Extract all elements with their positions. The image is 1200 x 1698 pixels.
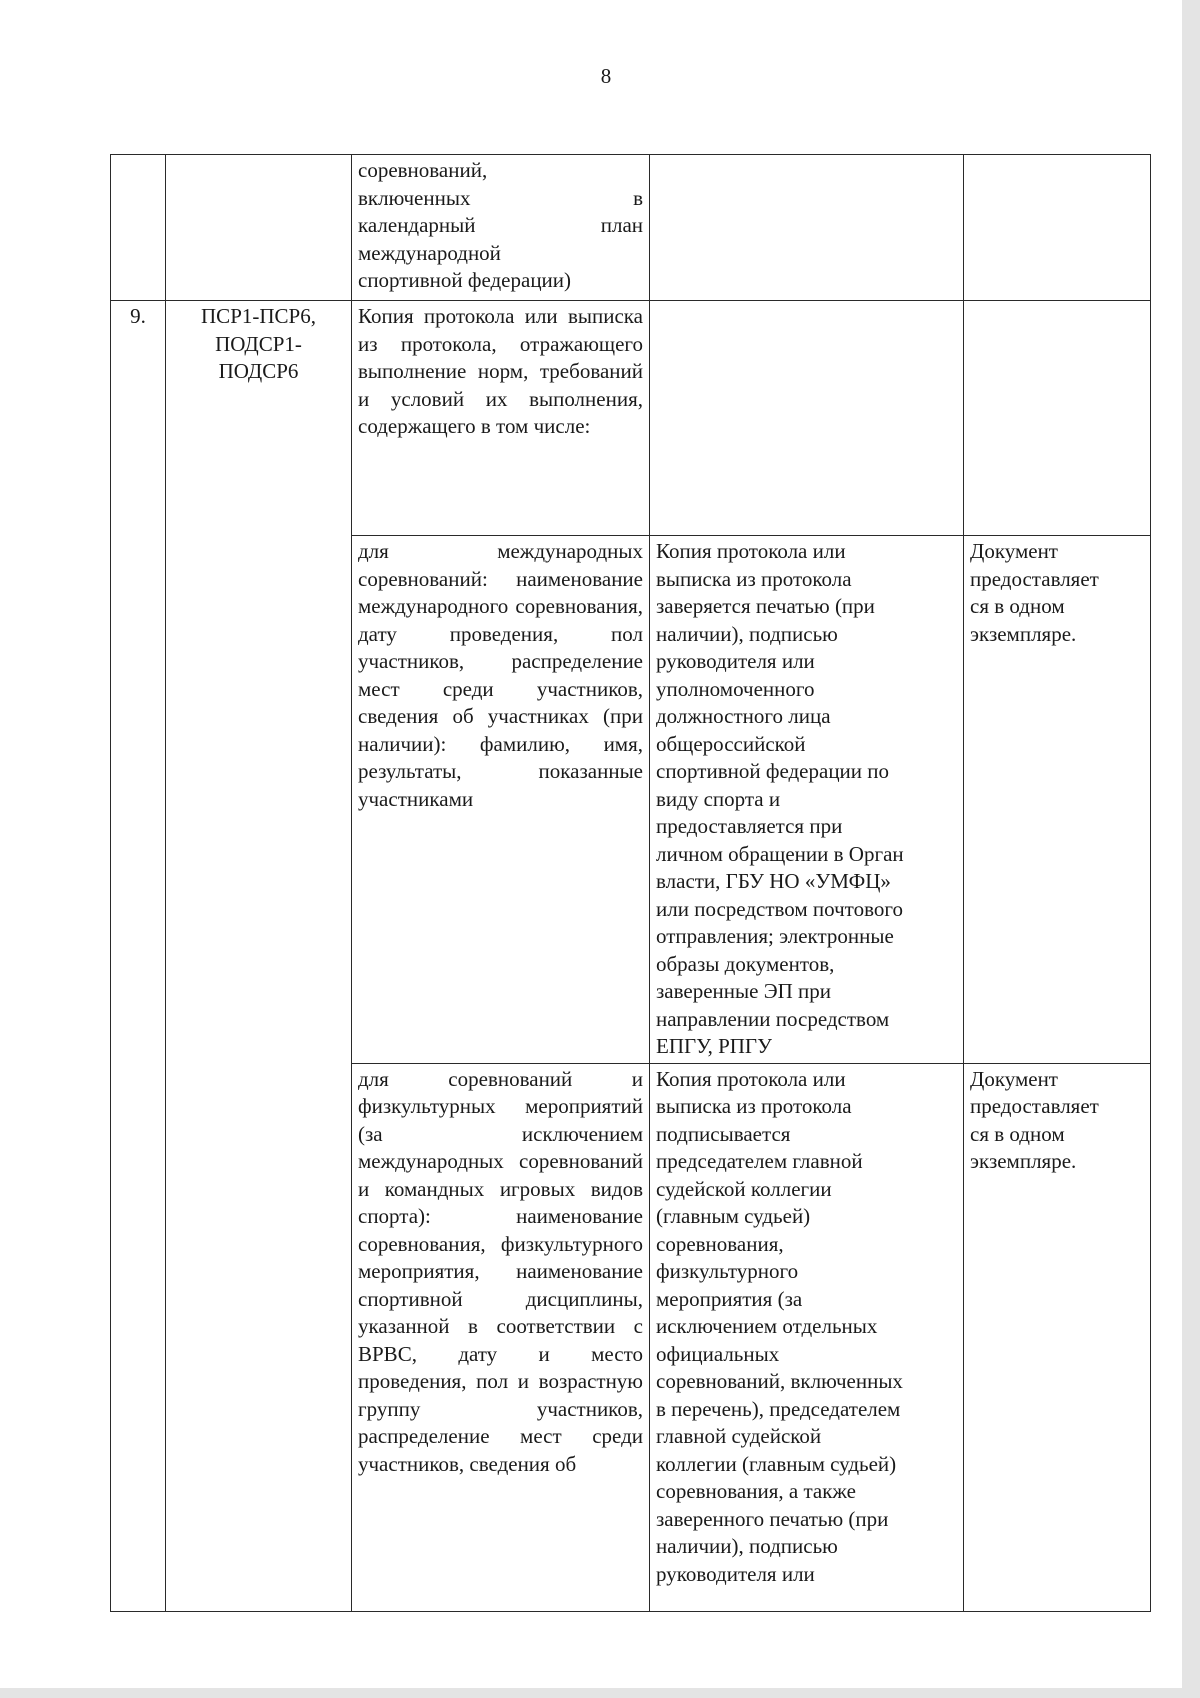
cell-continued-text: соревнований, включенных в календарный план международной спортивной федерации) xyxy=(352,155,650,301)
table-row-9 xyxy=(111,301,1151,536)
form-codes: ПСР1-ПСР6, ПОДСР1- ПОДСР6 xyxy=(166,301,352,1612)
international-certification: Копия протокола или выписка из протокола заверяется печатью (при наличии), подписью руководителя или уполномоченного должностного лица общероссийской спортивной федерации по виду спорта и предоставляется при личном обращении в Орган власти, ГБУ НО «УМФЦ» или посредством почтового отправления; электронные образы документов, заверенные ЭП при направлении посредством ЕПГУ, РПГУ xyxy=(650,536,964,1064)
requirements-table xyxy=(110,154,1151,1612)
cell-certification-empty xyxy=(650,155,964,301)
cell-copies-empty xyxy=(964,155,1151,301)
sport-events-copies: Документ предоставляет ся в одном экземпляре. xyxy=(964,1063,1151,1611)
sport-events-certification: Копия протокола или выписка из протокола подписывается председателем главной судейской коллегии (главным судьей) соревнования, физкультурного мероприятия (за исключением отдельных официальных соревнований, включенных в перечень), председателем главной судейской коллегии (главным судьей) соревнования, а также заверенного печатью (при наличии), подписью руководителя или xyxy=(650,1063,964,1611)
cell-intro-copies-empty xyxy=(964,301,1151,536)
international-requirements: для международных соревнований: наименование международного соревнования, дату проведения, пол участников, распределение мест среди участников, сведения об участниках (при наличии): фамилию, имя, результаты, показанные участниками xyxy=(352,536,650,1064)
cell-codes-empty xyxy=(166,155,352,301)
international-copies: Документ предоставляет ся в одном экземпляре. xyxy=(964,536,1151,1064)
row-number: 9. xyxy=(111,301,166,1612)
cell-intro-certification-empty xyxy=(650,301,964,536)
page-number: 8 xyxy=(600,64,612,88)
protocol-intro: Копия протокола или выписка из протокола, отражающего выполнение норм, требований и условий их выполнения, содержащего в том числе: xyxy=(352,301,650,536)
table-row-continued xyxy=(111,155,1151,301)
cell-number-empty xyxy=(111,155,166,301)
sport-events-requirements: для соревнований и физкультурных мероприятий (за исключением международных соревнований и командных игровых видов спорта): наименование соревнования, физкультурного мероприятия, наименование спортивной дисциплины, указанной в соответствии с ВРВС, дату и место проведения, пол и возрастную группу участников, распределение мест среди участников, сведения об xyxy=(352,1063,650,1611)
